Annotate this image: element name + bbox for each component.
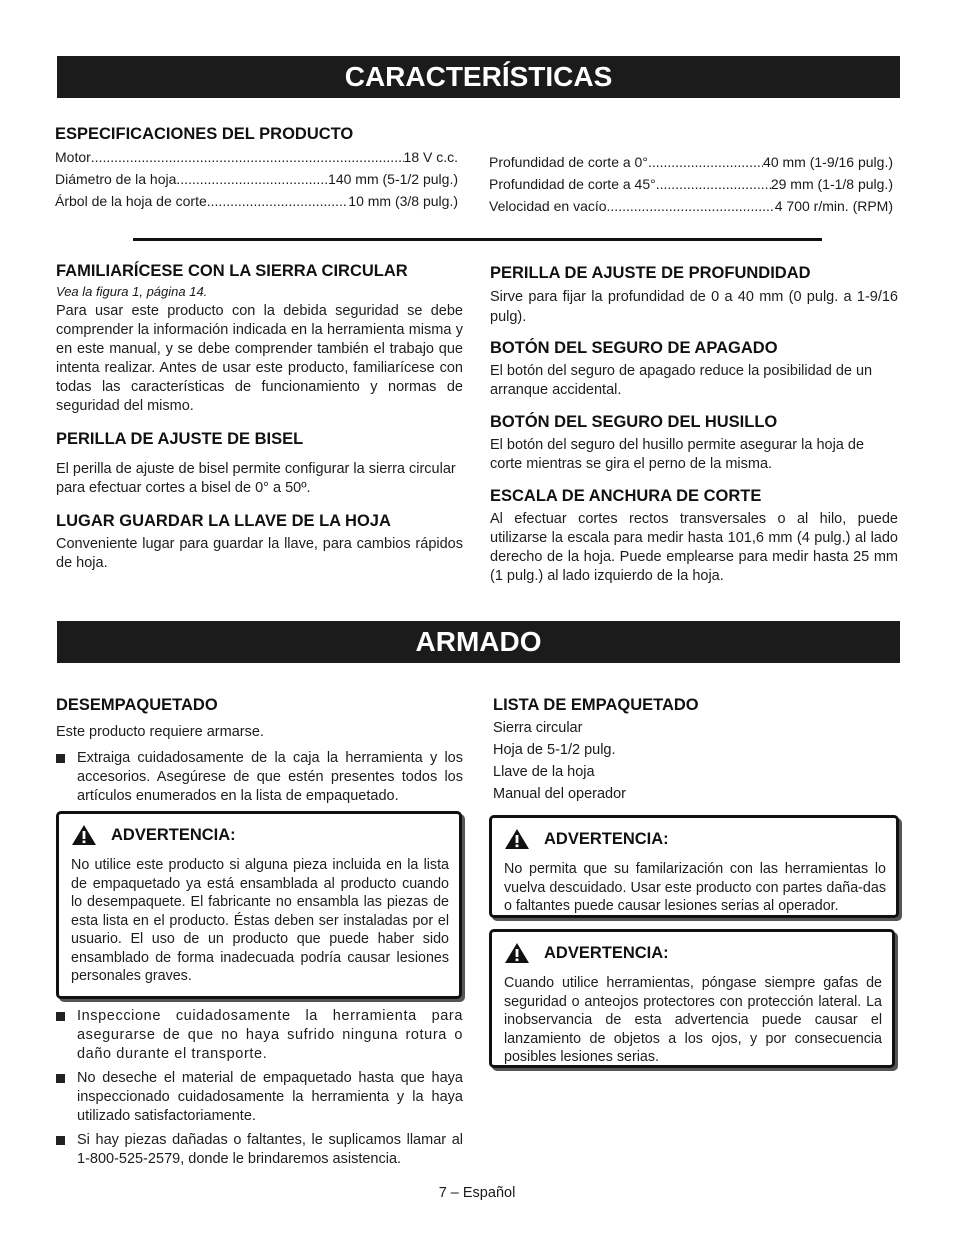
warning-box-assembly — [56, 811, 462, 999]
specs-left-list — [55, 146, 458, 212]
lockoff-heading: BOTÓN DEL SEGURO DE APAGADO — [490, 339, 778, 357]
packing-list-heading: LISTA DE EMPAQUETADO — [493, 696, 699, 714]
divider-rule — [133, 238, 822, 241]
bullet-text: Extraiga cuidadosamente de la caja la herramienta y los accesorios. Asegúrese de que estén presentes todos los artículos enumerados en la lista de empaquetado. — [77, 750, 463, 804]
section-banner-armado: ARMADO — [57, 621, 900, 663]
warning-title: ADVERTENCIA: — [544, 943, 669, 962]
list-item: Manual del operador — [493, 786, 627, 802]
section-banner-caracteristicas: CARACTERÍSTICAS — [57, 56, 900, 98]
cut-width-scale-heading: ESCALA DE ANCHURA DE CORTE — [490, 487, 762, 505]
spec-value: 140 mm (5-1/2 pulg.) — [328, 171, 458, 187]
spec-label: Profundidad de corte a 0° — [489, 154, 648, 170]
list-item — [56, 1007, 463, 1064]
spec-value: 29 mm (1-1/8 pulg.) — [770, 176, 893, 192]
warning-title: ADVERTENCIA: — [544, 829, 669, 848]
bullet-square-icon — [56, 1136, 65, 1145]
warning-triangle-icon — [504, 942, 530, 964]
bullet-text: Inspeccione cuidadosamente la herramienta para asegurarse de que no haya sufrido ninguna rotura o daño durante el transporte. — [77, 1008, 463, 1062]
bevel-heading: PERILLA DE AJUSTE DE BISEL — [56, 430, 304, 448]
cut-width-scale-body: Al efectuar cortes rectos transversales o al hilo, puede utilizarse la escala para medir hasta 101,6 mm (4 pulg.) al lado derecho de la hoja. Puede emplearse para medir hasta 25 mm (1 pulg.) al lado izquierdo de la hoja. — [490, 511, 898, 584]
spec-row — [55, 146, 458, 168]
bullet-text: Si hay piezas dañadas o faltantes, le suplicamos llamar al 1-800-525-2579, donde le brindaremos asistencia. — [77, 1132, 463, 1167]
lockoff-body: El botón del seguro de apagado reduce la posibilidad de un arranque accidental. — [490, 363, 873, 398]
list-item — [56, 1131, 463, 1169]
spec-label: Árbol de la hoja de corte — [55, 193, 207, 209]
warning-triangle-icon — [504, 828, 530, 850]
specs-heading: ESPECIFICACIONES DEL PRODUCTO — [55, 125, 354, 143]
bullet-text: No deseche el material de empaquetado hasta que haya inspeccionado cuidadosamente la herramienta y la haya utilizado satisfactoriamente. — [77, 1070, 463, 1124]
spec-value: 4 700 r/min. (RPM) — [774, 198, 893, 214]
bullet-square-icon — [56, 1012, 65, 1021]
features-right-column — [490, 264, 898, 586]
spec-value: 10 mm (3/8 pulg.) — [348, 193, 458, 209]
bullet-square-icon — [56, 1074, 65, 1083]
spec-label: Motor — [55, 149, 91, 165]
unpacking-column — [56, 696, 463, 806]
warning-triangle-icon — [71, 824, 97, 846]
packing-list-column — [493, 696, 898, 805]
familiarize-body: Para usar este producto con la debida seguridad se debe comprender la información indicada en la herramienta misma y en este manual, y se debe comprender también el trabajo que intenta realizar. Antes de usar este producto, familiarícese con todas las características de funcionamiento y normas de seguridad del mismo. — [56, 303, 463, 414]
page-footer: 7 – Español — [438, 1185, 516, 1201]
figure-reference: Vea la figura 1, página 14. — [56, 284, 208, 299]
spec-row — [55, 190, 458, 212]
warning-box-familiarization — [489, 815, 899, 918]
list-item: Hoja de 5-1/2 pulg. — [493, 742, 616, 758]
warning-header — [504, 942, 882, 964]
warning-title: ADVERTENCIA: — [111, 825, 236, 844]
list-item — [56, 1069, 463, 1126]
warning-header — [504, 828, 886, 850]
spec-value: 40 mm (1-9/16 pulg.) — [763, 154, 893, 170]
list-item: Llave de la hoja — [493, 764, 595, 780]
familiarize-heading: FAMILIARÍCESE CON LA SIERRA CIRCULAR — [56, 262, 408, 280]
list-item — [56, 749, 463, 806]
spec-row — [55, 168, 458, 190]
warning-header — [71, 824, 449, 846]
spec-label: Velocidad en vacío — [489, 198, 607, 214]
list-item: Sierra circular — [493, 720, 583, 736]
warning-body: No permita que su familarización con las herramientas lo vuelva descuidado. Usar este producto con partes daña-das o faltantes puede causar lesiones serias al operador. — [504, 861, 886, 914]
features-left-column — [56, 262, 463, 573]
spec-label: Profundidad de corte a 45° — [489, 176, 656, 192]
warning-body: No utilice este producto si alguna pieza incluida en la lista de empaquetado ya está ensamblada al producto cuando lo desempaquete. El fabricante no ensambla las piezas de esta lista en el producto. Éstas deben ser instaladas por el usuario. El uso de un producto que puede haber sido ensamblado de forma inadecuada podría causar lesiones personales graves. — [71, 857, 449, 984]
spec-row — [489, 173, 893, 195]
depth-body: Sirve para fijar la profundidad de 0 a 40 mm (0 pulg. a 1-9/16 pulg). — [490, 289, 898, 325]
warning-body: Cuando utilice herramientas, póngase siempre gafas de seguridad o anteojos protectores con protección lateral. La inobservancia de esta advertencia puede causar el lanzamiento de objetos a los ojos, y por consecuencia posibles lesiones serias. — [504, 975, 882, 1065]
wrench-storage-body: Conveniente lugar para guardar la llave, para cambios rápidos de hoja. — [56, 536, 463, 571]
spec-label: Diámetro de la hoja — [55, 171, 177, 187]
bullet-square-icon — [56, 754, 65, 763]
spindle-lock-body: El botón del seguro del husillo permite asegurar la hoja de corte mientras se gira el perno de la misma. — [490, 437, 865, 472]
bevel-body: El perilla de ajuste de bisel permite configurar la sierra circular para efectuar cortes a bisel de 0° a 50º. — [56, 461, 456, 496]
specs-right-list — [489, 151, 893, 217]
spec-row — [489, 151, 893, 173]
unpacking-heading: DESEMPAQUETADO — [56, 696, 218, 714]
spec-value: 18 V c.c. — [403, 149, 458, 165]
depth-heading: PERILLA DE AJUSTE DE PROFUNDIDAD — [490, 264, 811, 282]
warning-box-eye-protection — [489, 929, 895, 1068]
unpacking-bullets — [56, 1007, 463, 1169]
packing-list — [493, 717, 898, 805]
spindle-lock-heading: BOTÓN DEL SEGURO DEL HUSILLO — [490, 413, 778, 431]
spec-row — [489, 195, 893, 217]
wrench-storage-heading: LUGAR GUARDAR LA LLAVE DE LA HOJA — [56, 512, 391, 530]
unpacking-intro: Este producto requiere armarse. — [56, 724, 264, 740]
